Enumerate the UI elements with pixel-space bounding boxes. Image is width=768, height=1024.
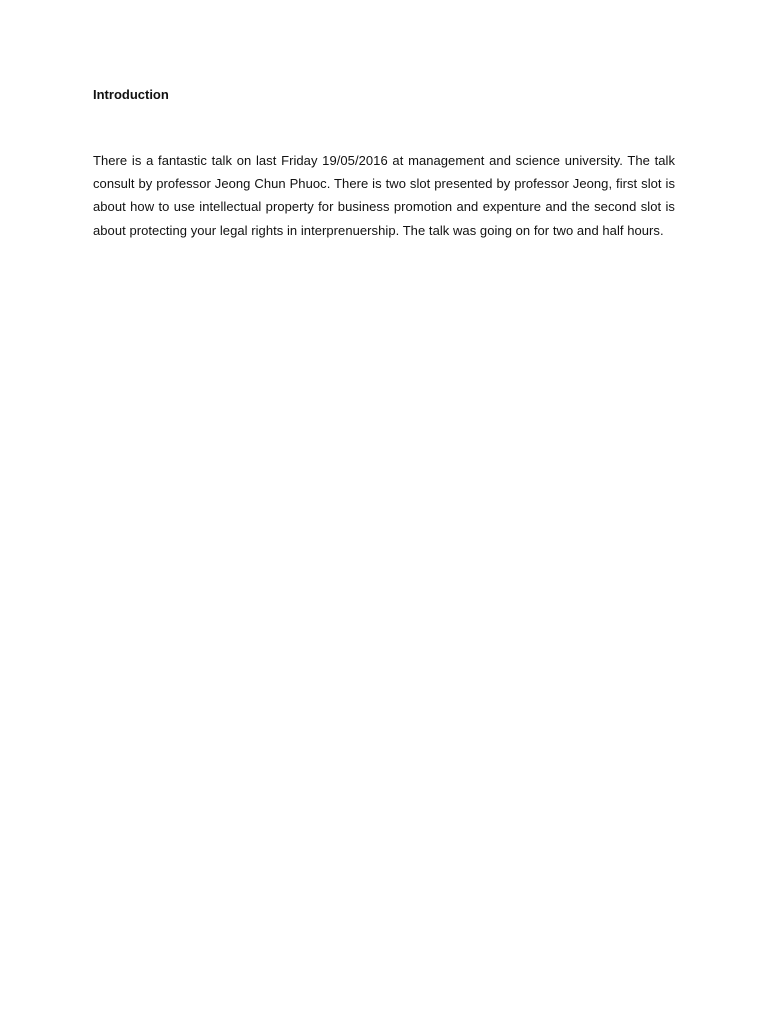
intro-paragraph: There is a fantastic talk on last Friday 19/05/2016 at management and science university. The talk consult by professor Jeong Chun Phuoc. There is two slot presented by professor Jeong, first slot is about how to use intellectual property for business promotion and expenture and the second slot is about protecting your legal rights in interprenuership. The talk was going on for two and half hours. — [93, 153, 675, 238]
section-heading: Introduction — [93, 87, 169, 102]
